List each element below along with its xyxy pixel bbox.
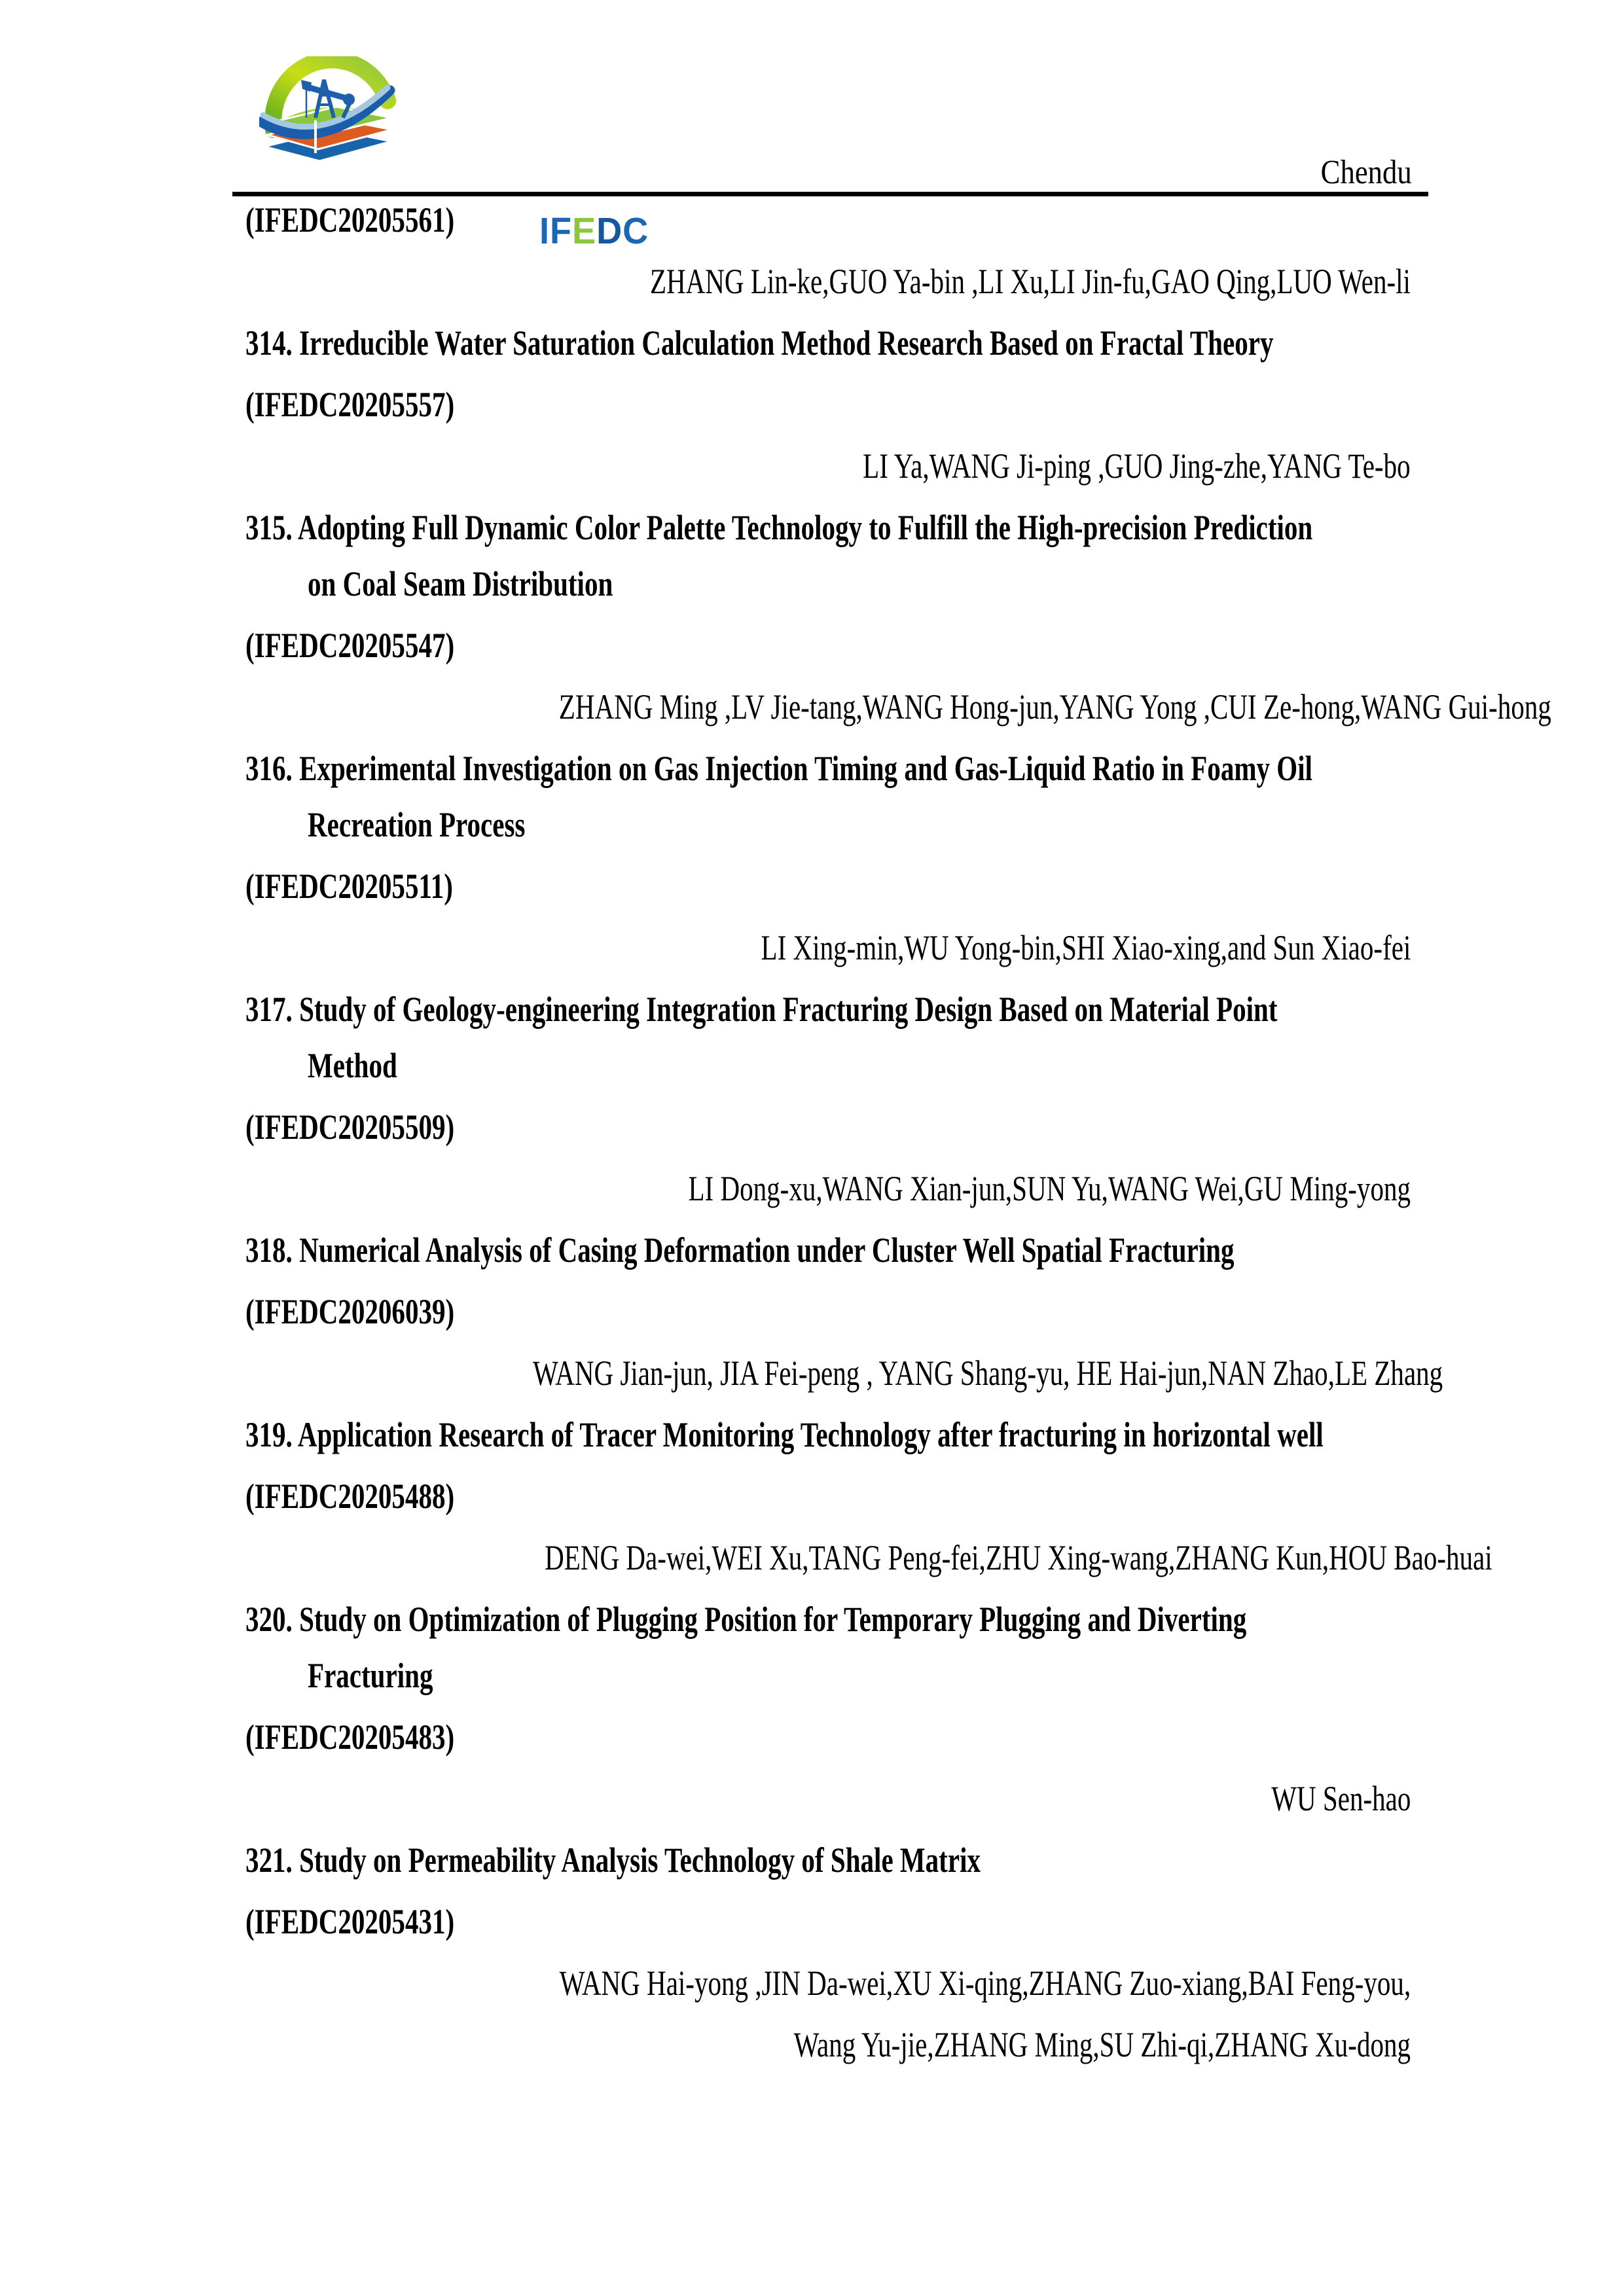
authors-line: [245, 2017, 1411, 2073]
paper-title-text: Recreation Process: [308, 805, 526, 844]
paper-title-line: [245, 556, 1411, 612]
authors-text: ZHANG Lin-ke,GUO Ya-bin ,LI Xu,LI Jin-fu,GAO Qing,LUO Wen-li: [649, 262, 1411, 301]
paper-id: [245, 192, 1411, 248]
paper-title: [245, 1591, 1411, 1704]
authors-line: [245, 1530, 1492, 1586]
logo-letter: E: [572, 210, 597, 252]
paper-id-text: (IFEDC20205547): [245, 626, 455, 665]
paper-title: [245, 981, 1411, 1094]
paper-id-text: (IFEDC20205561): [245, 200, 455, 240]
paper-title-text: 316. Experimental Investigation on Gas Injection Timing and Gas-Liquid Ratio in Foamy Oil: [245, 749, 1313, 788]
paper-title-text: on Coal Seam Distribution: [308, 564, 613, 603]
paper-title-line: [245, 1832, 1411, 1888]
paper-title-line: [245, 740, 1411, 797]
authors-text: LI Ya,WANG Ji-ping ,GUO Jing-zhe,YANG Te-bo: [863, 446, 1411, 486]
paper-title: [245, 1407, 1411, 1463]
paper-title-text: 317. Study of Geology-engineering Integration Fracturing Design Based on Material Point: [245, 990, 1278, 1029]
paper-title: [245, 499, 1411, 612]
paper-id: [245, 1893, 1411, 1950]
authors-line: [245, 679, 1551, 735]
authors-line: [245, 438, 1411, 494]
logo-letter: I: [539, 210, 550, 252]
paper-title-text: 319. Application Research of Tracer Monitoring Technology after fracturing in horizontal well: [245, 1415, 1324, 1454]
paper-title-line: [245, 1037, 1411, 1094]
paper-title-line: [245, 797, 1411, 853]
paper-id-text: (IFEDC20205488): [245, 1477, 455, 1516]
paper-id-text: (IFEDC20206039): [245, 1292, 455, 1331]
authors-text: LI Xing-min,WU Yong-bin,SHI Xiao-xing,and Sun Xiao-fei: [761, 928, 1411, 967]
paper-title: [245, 740, 1411, 853]
paper-title-text: 318. Numerical Analysis of Casing Deformation under Cluster Well Spatial Fracturing: [245, 1230, 1235, 1270]
authors-text: LI Dong-xu,WANG Xian-jun,SUN Yu,WANG Wei,GU Ming-yong: [688, 1169, 1411, 1208]
authors-line: [245, 1955, 1411, 2011]
authors-text: DENG Da-wei,WEI Xu,TANG Peng-fei,ZHU Xing-wang,ZHANG Kun,HOU Bao-huai: [545, 1538, 1492, 1577]
paper-id: [245, 1468, 1411, 1524]
paper-id: [245, 1283, 1411, 1340]
paper-id: [245, 376, 1411, 433]
authors-line: [245, 920, 1411, 976]
paper-title-line: [245, 1407, 1411, 1463]
paper-title-text: Method: [308, 1046, 397, 1085]
logo-letter: C: [623, 210, 649, 252]
paper-title-line: [245, 1222, 1411, 1278]
authors-line: [245, 1345, 1443, 1401]
paper-title-text: 315. Adopting Full Dynamic Color Palette Technology to Fulfill the High-precision Prediction: [245, 508, 1313, 547]
paper-title-line: [245, 1647, 1411, 1704]
paper-id: [245, 1099, 1411, 1155]
authors-line: [245, 1160, 1411, 1217]
authors-text: ZHANG Ming ,LV Jie-tang,WANG Hong-jun,YANG Yong ,CUI Ze-hong,WANG Gui-hong: [558, 687, 1551, 726]
paper-id: [245, 858, 1411, 914]
logo-letter: F: [550, 210, 573, 252]
paper-id-text: (IFEDC20205431): [245, 1902, 455, 1941]
paper-title-line: [245, 1591, 1411, 1647]
paper-id-text: (IFEDC20205511): [245, 867, 453, 906]
authors-line: [245, 253, 1411, 310]
authors-text: WANG Jian-jun, JIA Fei-peng , YANG Shang-yu, HE Hai-jun,NAN Zhao,LE Zhang: [533, 1354, 1443, 1393]
authors-text: Wang Yu-jie,ZHANG Ming,SU Zhi-qi,ZHANG Xu-dong: [793, 2025, 1411, 2064]
paper-id-text: (IFEDC20205509): [245, 1107, 455, 1147]
authors-text: WU Sen-hao: [1271, 1779, 1411, 1818]
paper-id: [245, 617, 1411, 673]
header-location-text: Chendu: [1320, 154, 1412, 191]
paper-id-text: (IFEDC20205557): [245, 385, 455, 424]
paper-title: [245, 1222, 1411, 1278]
paper-title-line: [245, 499, 1411, 556]
ifedc-logo-graphic: [259, 56, 398, 161]
paper-id: [245, 1709, 1411, 1765]
paper-title: [245, 315, 1411, 371]
paper-title-text: 314. Irreducible Water Saturation Calculation Method Research Based on Fractal Theory: [245, 323, 1274, 363]
authors-line: [245, 1770, 1411, 1827]
paper-list: [245, 192, 1551, 2078]
authors-text: WANG Hai-yong ,JIN Da-wei,XU Xi-qing,ZHANG Zuo-xiang,BAI Feng-you,: [559, 1964, 1411, 2003]
paper-title-text: Fracturing: [308, 1656, 433, 1695]
logo-letter: D: [596, 210, 623, 252]
paper-title: [245, 1832, 1411, 1888]
paper-id-text: (IFEDC20205483): [245, 1717, 455, 1757]
header-location: [1306, 156, 1412, 190]
paper-title-line: [245, 981, 1411, 1037]
paper-title-line: [245, 315, 1411, 371]
paper-title-text: 321. Study on Permeability Analysis Technology of Shale Matrix: [245, 1840, 981, 1880]
paper-title-text: 320. Study on Optimization of Plugging Position for Temporary Plugging and Diverting: [245, 1600, 1247, 1639]
